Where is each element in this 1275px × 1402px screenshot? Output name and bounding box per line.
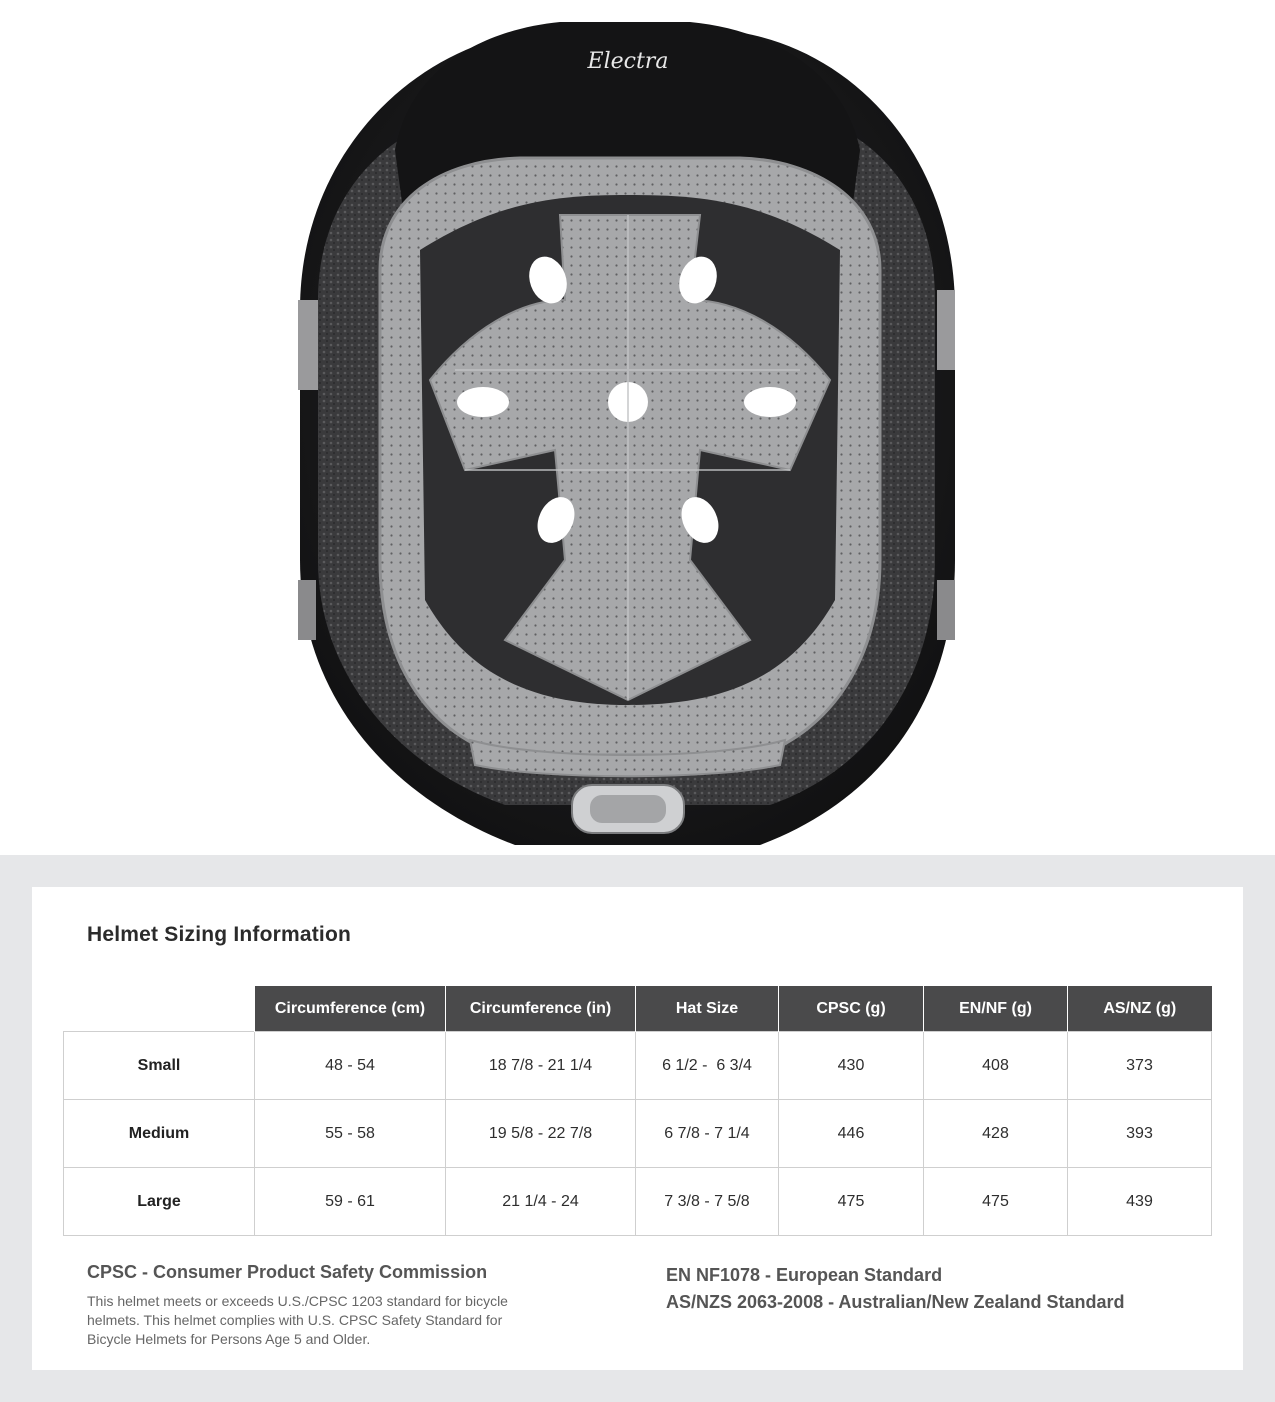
table-cell: 7 3/8 - 7 5/8 <box>636 1168 779 1236</box>
column-header: AS/NZ (g) <box>1068 986 1212 1032</box>
cpsc-body: This helmet meets or exceeds U.S./CPSC 1203 standard for bicycle helmets. This helmet complies with U.S. CPSC Safety Standard for Bicycle Helmets for Persons Age 5 and Older. <box>87 1293 508 1347</box>
table-cell: 393 <box>1068 1100 1212 1168</box>
row-label: Medium <box>64 1100 255 1168</box>
column-header: Circumference (cm) <box>255 986 446 1032</box>
en-standard: EN NF1078 - European Standard <box>666 1265 943 1285</box>
table-cell: 428 <box>924 1100 1068 1168</box>
table-cell: 48 - 54 <box>255 1032 446 1100</box>
table-cell: 446 <box>779 1100 924 1168</box>
table-cell: 430 <box>779 1032 924 1100</box>
sizing-table <box>63 986 1212 1236</box>
table-cell: 18 7/8 - 21 1/4 <box>446 1032 636 1100</box>
table-row <box>64 1100 1212 1168</box>
cpsc-title: CPSC - Consumer Product Safety Commission <box>87 1262 488 1282</box>
table-cell: 475 <box>779 1168 924 1236</box>
asnzs-standard: AS/NZS 2063-2008 - Australian/New Zealand Standard <box>666 1292 1125 1312</box>
row-label: Large <box>64 1168 255 1236</box>
table-cell: 59 - 61 <box>255 1168 446 1236</box>
table-cell: 55 - 58 <box>255 1100 446 1168</box>
header-blank-cell <box>64 986 255 1032</box>
table-header-row <box>64 986 1212 1032</box>
column-header: CPSC (g) <box>779 986 924 1032</box>
brand-logo: Electra <box>587 49 669 74</box>
row-label: Small <box>64 1032 255 1100</box>
sizing-card <box>32 887 1243 1370</box>
table-cell: 373 <box>1068 1032 1212 1100</box>
column-header: Circumference (in) <box>446 986 636 1032</box>
column-header: EN/NF (g) <box>924 986 1068 1032</box>
sizing-title: Helmet Sizing Information <box>87 923 352 946</box>
table-row <box>64 1168 1212 1236</box>
table-cell: 19 5/8 - 22 7/8 <box>446 1100 636 1168</box>
table-row <box>64 1032 1212 1100</box>
table-cell: 475 <box>924 1168 1068 1236</box>
standards-list <box>666 1262 1124 1316</box>
table-cell: 439 <box>1068 1168 1212 1236</box>
table-cell: 6 1/2 - 6 3/4 <box>636 1032 779 1100</box>
table-cell: 408 <box>924 1032 1068 1100</box>
table-cell: 21 1/4 - 24 <box>446 1168 636 1236</box>
column-header: Hat Size <box>636 986 779 1032</box>
table-cell: 6 7/8 - 7 1/4 <box>636 1100 779 1168</box>
